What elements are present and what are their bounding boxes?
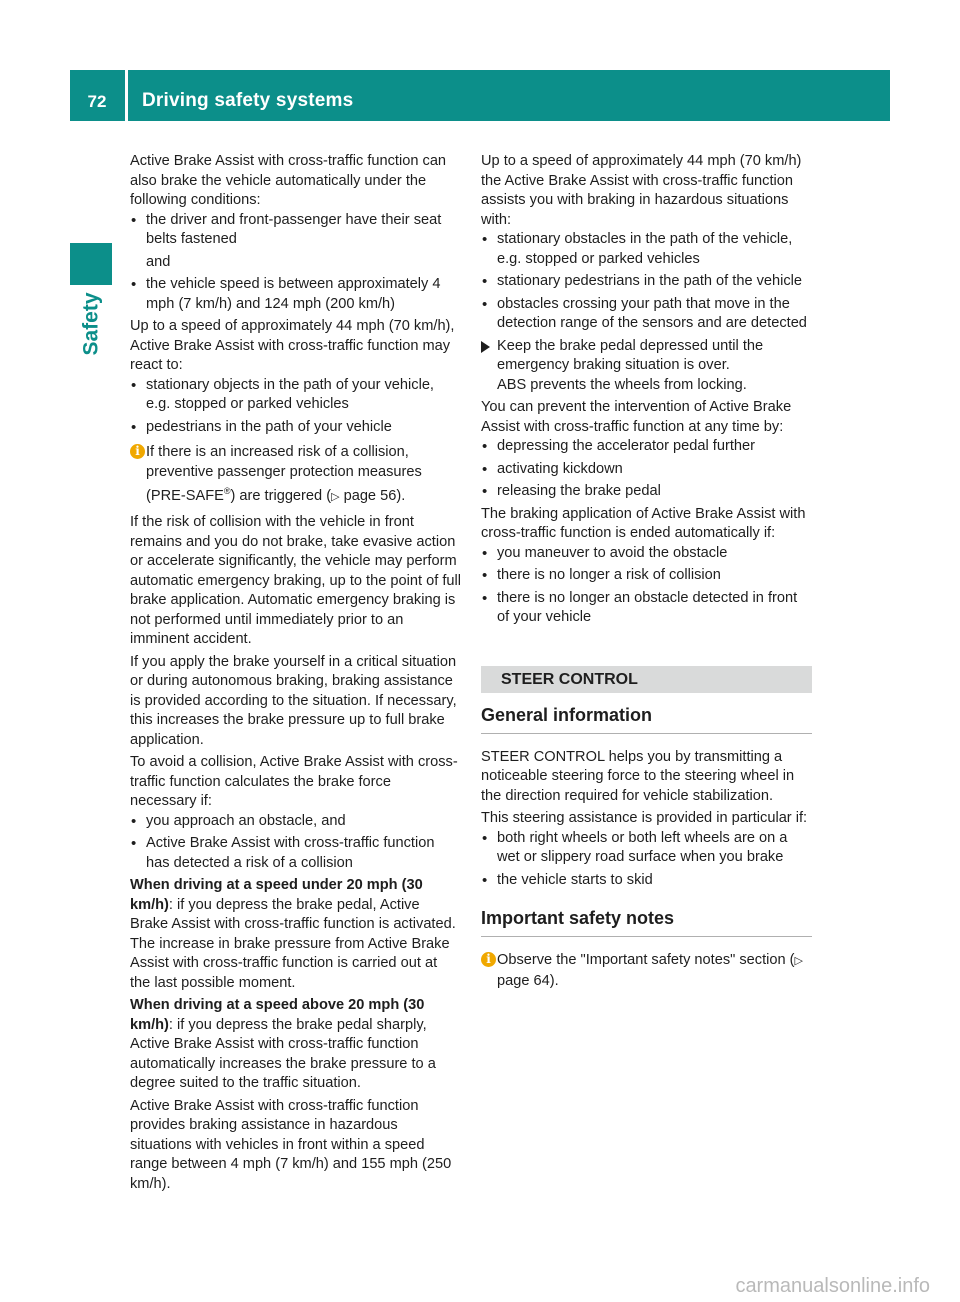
react-list	[130, 376, 461, 438]
hazard-paragraph: Up to a speed of approximately 44 mph (70 km/h) the Active Brake Assist with cross-traffic function assists you with braking in hazardous situations with:	[481, 153, 802, 228]
list-item: • pedestrians in the path of your vehicle	[130, 418, 461, 438]
note-text: Observe the "Important safety notes" section (	[497, 952, 795, 968]
steer-control-paragraph: STEER CONTROL helps you by transmitting a noticeable steering force to the steering wheel in the direction required for vehicle stabilization.	[481, 748, 795, 804]
registered-mark: ®	[223, 486, 231, 496]
list-item: • both right wheels or both left wheels are on a wet or slippery road surface when you brake	[481, 829, 812, 868]
presafe-note	[130, 443, 461, 507]
emergency-braking-paragraph: If the risk of collision with the vehicle in front remains and you do not brake, take evasive action or accelerate significantly, the vehicle may perform automatic emergency braking, up to the point of full brake application. Automatic emergency braking is not performed until immediately prior to an imminent accident.	[130, 514, 461, 648]
below-speed-text: : if you depress the brake pedal, Active Brake Assist with cross-traffic function is activated. The increase in brake pressure from Active Brake Assist with cross-traffic function is carried out at the last possible moment.	[130, 896, 456, 991]
note-text: If there is an increased risk of a collision, preventive passenger protection measures (PRE-SAFE	[146, 444, 422, 504]
above-speed-text: : if you depress the brake pedal sharply, Active Brake Assist with cross-traffic function automatically increases the brake pressure to a degree suited to the traffic situation.	[130, 1016, 436, 1092]
side-tab-text: Safety	[79, 292, 103, 356]
steering-assistance-list	[481, 829, 812, 891]
list-item: • there is no longer a risk of collision	[481, 566, 812, 586]
brake-force-paragraph: To avoid a collision, Active Brake Assist with cross-traffic function calculates the brake force necessary if:	[130, 754, 458, 810]
right-column	[481, 152, 812, 997]
ended-list	[481, 544, 812, 628]
speed-range-paragraph: Active Brake Assist with cross-traffic function provides braking assistance in hazardous situations with vehicles in front within a speed range between 4 mph (7 km/h) and 155 mph (250 km/h).	[130, 1097, 452, 1192]
react-paragraph: Up to a speed of approximately 44 mph (70 km/h), Active Brake Assist with cross-traffic function may react to:	[130, 318, 455, 373]
step-result-text: ABS prevents the wheels from locking.	[497, 376, 747, 393]
left-column	[130, 152, 461, 1197]
note-text-2: ) are triggered (	[230, 487, 332, 504]
info-icon: i	[481, 952, 496, 967]
conditions-list	[130, 211, 461, 250]
list-item: • depressing the accelerator pedal further	[481, 437, 812, 457]
side-tab-label	[78, 292, 104, 356]
important-safety-notes-heading: Important safety notes	[481, 906, 812, 937]
steer-control-heading: STEER CONTROL	[481, 666, 812, 693]
general-information-heading: General information	[481, 703, 812, 734]
list-item: • Active Brake Assist with cross-traffic function has detected a risk of a collision	[130, 834, 461, 873]
above-speed-heading: When driving at a speed above 20 mph (30 km/h)	[130, 997, 425, 1033]
below-speed-heading: When driving at a speed under 20 mph (30 km/h)	[130, 877, 423, 913]
brake-force-list	[130, 812, 461, 874]
page-number: 72	[87, 92, 107, 111]
page-ref-arrow-icon: ▷	[331, 490, 340, 503]
step-text: Keep the brake pedal depressed until the emergency braking situation is over.	[497, 337, 764, 373]
side-tab-block	[70, 243, 112, 285]
page-ref-link[interactable]: page 56).	[339, 487, 406, 504]
instruction-step	[481, 337, 812, 396]
above-speed-paragraph	[130, 996, 461, 1094]
list-item: • activating kickdown	[481, 460, 812, 480]
hazard-list	[481, 230, 812, 334]
below-speed-paragraph	[130, 876, 461, 993]
and-text: and	[146, 253, 171, 270]
page-ref-link[interactable]: page 64).	[497, 972, 559, 989]
page-ref-arrow-icon: ▷	[794, 955, 803, 967]
list-item: • there is no longer an obstacle detected in front of your vehicle	[481, 589, 812, 628]
watermark: carmanualsonline.info	[735, 1274, 930, 1297]
steering-assistance-paragraph: This steering assistance is provided in particular if:	[481, 810, 808, 826]
braking-assistance-paragraph: If you apply the brake yourself in a critical situation or during autonomous braking, braking assistance is provided according to the situation. If necessary, this increases the brake pressure up to full brake application.	[130, 653, 457, 748]
list-item: • stationary pedestrians in the path of the vehicle	[481, 272, 812, 292]
step-arrow-icon	[481, 341, 490, 353]
prevent-paragraph: You can prevent the intervention of Active Brake Assist with cross-traffic function at any time by:	[481, 399, 792, 435]
list-item: • stationary objects in the path of your vehicle, e.g. stopped or parked vehicles	[130, 376, 461, 415]
list-item: • the vehicle speed is between approximately 4 mph (7 km/h) and 124 mph (200 km/h)	[130, 275, 461, 314]
list-item: • the driver and front-passenger have their seat belts fastened	[130, 211, 461, 250]
header-divider	[125, 70, 128, 121]
conditions-list-2	[130, 275, 461, 314]
list-item: • the vehicle starts to skid	[481, 871, 812, 891]
ended-paragraph: The braking application of Active Brake Assist with cross-traffic function is ended automatically if:	[481, 505, 806, 541]
list-item: • obstacles crossing your path that move in the detection range of the sensors and are detected	[481, 295, 812, 334]
section-title: Driving safety systems	[142, 90, 354, 111]
list-item: • you approach an obstacle, and	[130, 812, 461, 832]
list-item: • releasing the brake pedal	[481, 482, 812, 502]
list-item: • stationary obstacles in the path of the vehicle, e.g. stopped or parked vehicles	[481, 230, 812, 269]
intro-paragraph: Active Brake Assist with cross-traffic function can also brake the vehicle automatically under the following conditions:	[130, 153, 447, 208]
safety-note	[481, 951, 812, 991]
list-item: • you maneuver to avoid the obstacle	[481, 544, 812, 564]
info-icon: i	[130, 444, 145, 459]
prevent-list	[481, 437, 812, 502]
